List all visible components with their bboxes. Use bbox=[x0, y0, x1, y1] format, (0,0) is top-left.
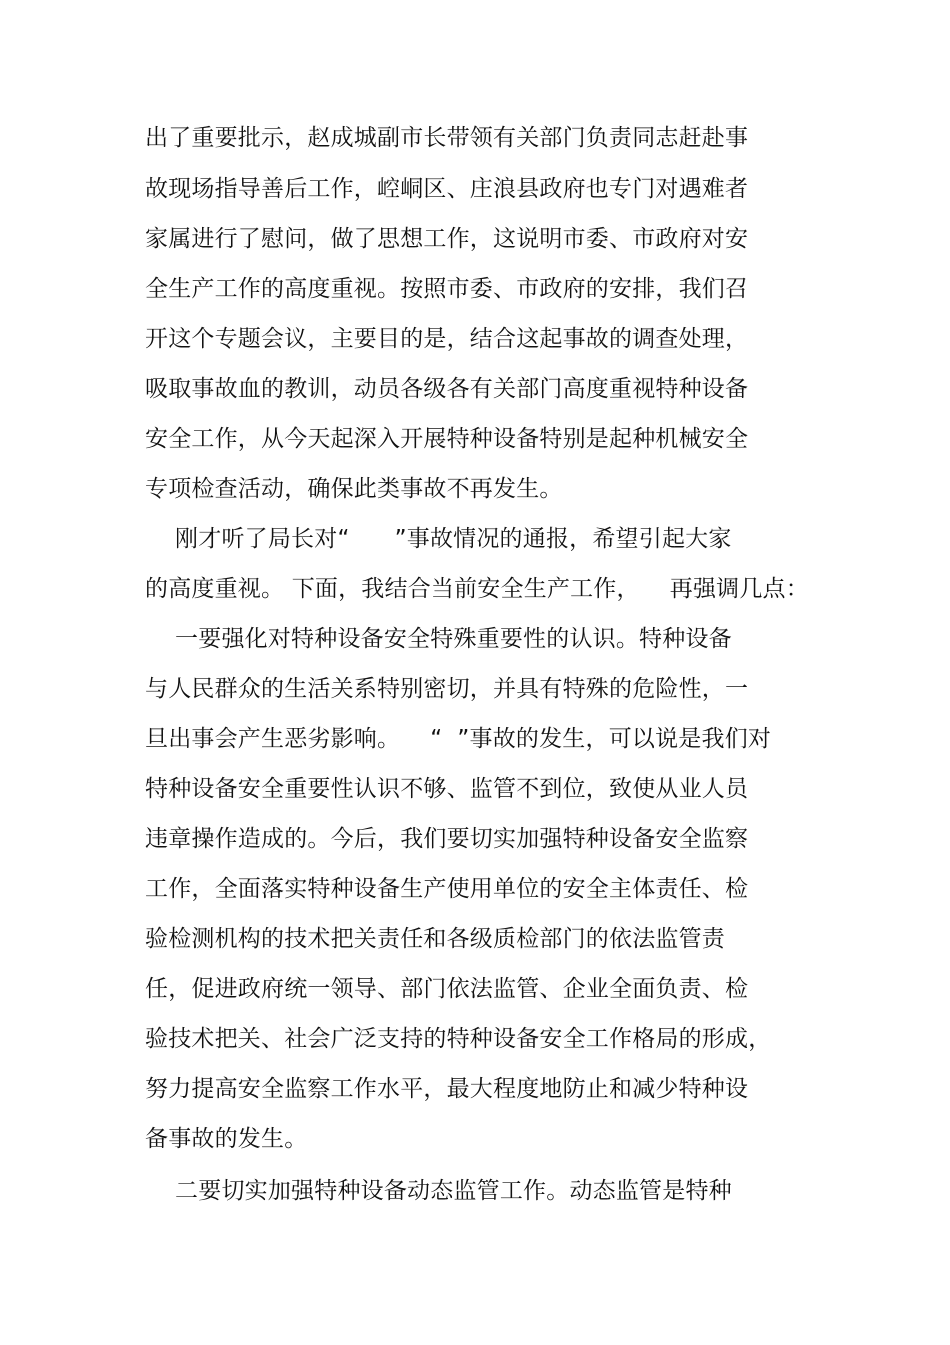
text-line: 验技术把关、社会广泛支持的特种设备安全工作格局的形成， bbox=[145, 1026, 772, 1052]
text-line: 违章操作造成的。今后，我们要切实加强特种设备安全监察 bbox=[145, 826, 749, 852]
text-line: 开这个专题会议，主要目的是，结合这起事故的调查处理， bbox=[145, 326, 749, 352]
text-line: 验检测机构的技术把关责任和各级质检部门的依法监管责 bbox=[145, 926, 725, 952]
text-line: 故现场指导善后工作，崆峒区、庄浪县政府也专门对遇难者 bbox=[145, 176, 749, 202]
text-line: 专项检查活动，确保此类事故不再发生。 bbox=[145, 476, 563, 502]
text-line: 的高度重视。 下面，我结合当前安全生产工作， 再强调几点： bbox=[145, 576, 809, 602]
text-line: 刚才听了局长对“ ”事故情况的通报，希望引起大家 bbox=[145, 526, 732, 552]
text-line: 任，促进政府统一领导、部门依法监管、企业全面负责、检 bbox=[145, 976, 749, 1002]
text-line: 备事故的发生。 bbox=[145, 1126, 308, 1152]
text-line: 与人民群众的生活关系特别密切，并具有特殊的危险性，一 bbox=[145, 676, 749, 702]
text-line: 二要切实加强特种设备动态监管工作。动态监管是特种 bbox=[145, 1178, 732, 1204]
text-line: 安全工作，从今天起深入开展特种设备特别是起种机械安全 bbox=[145, 426, 749, 452]
text-line: 全生产工作的高度重视。按照市委、市政府的安排，我们召 bbox=[145, 276, 749, 302]
text-line: 特种设备安全重要性认识不够、监管不到位，致使从业人员 bbox=[145, 776, 749, 802]
text-line: 家属进行了慰问，做了思想工作，这说明市委、市政府对安 bbox=[145, 226, 749, 252]
text-line: 出了重要批示，赵成城副市长带领有关部门负责同志赶赴事 bbox=[145, 125, 749, 151]
text-line: 旦出事会产生恶劣影响。 “ ”事故的发生，可以说是我们对 bbox=[145, 726, 772, 752]
text-line: 努力提高安全监察工作水平，最大程度地防止和减少特种设 bbox=[145, 1076, 749, 1102]
text-line: 工作，全面落实特种设备生产使用单位的安全主体责任、检 bbox=[145, 876, 749, 902]
text-line: 吸取事故血的教训，动员各级各有关部门高度重视特种设备 bbox=[145, 376, 749, 402]
text-line: 一要强化对特种设备安全特殊重要性的认识。特种设备 bbox=[145, 626, 732, 652]
